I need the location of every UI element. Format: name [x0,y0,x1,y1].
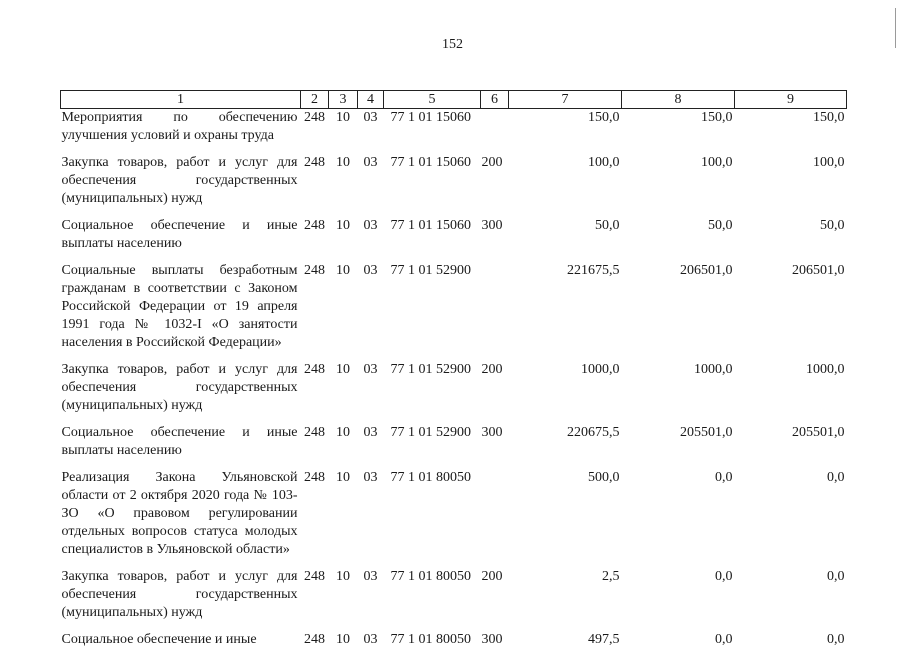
row-amount-year-1: 100,0 [588,155,620,170]
row-amount-year-3: 205501,0 [792,425,845,440]
table-row [61,262,847,361]
row-subsection: 03 [363,110,378,125]
row-amount-year-2: 0,0 [715,569,733,584]
row-section: 10 [336,263,350,278]
row-amount-year-3: 100,0 [813,155,845,170]
row-amount-year-3: 0,0 [827,470,845,485]
row-section: 10 [336,632,350,647]
row-target-code: 77 1 01 52900 [390,263,471,278]
row-subsection: 03 [363,470,378,485]
scan-edge-mark [893,8,896,48]
col-header-8: 8 [622,91,735,109]
row-subsection: 03 [363,362,378,377]
row-amount-year-3: 50,0 [820,218,845,233]
row-target-code: 77 1 01 15060 [390,110,471,125]
budget-table [60,90,847,649]
row-name: Закупка товаров, работ и услуг для обеспечения государственных (муниципальных) нужд [61,155,298,206]
col-header-5: 5 [384,91,481,109]
row-amount-year-2: 206501,0 [680,263,733,278]
row-amount-year-2: 0,0 [715,632,733,647]
row-ministry: 248 [304,263,325,278]
table-row [61,568,847,631]
row-expense-type [481,109,509,155]
row-subsection: 03 [363,218,378,233]
row-amount-year-3: 206501,0 [792,263,845,278]
row-amount-year-3: 1000,0 [806,362,845,377]
row-amount-year-2: 0,0 [715,470,733,485]
col-header-2: 2 [301,91,329,109]
row-ministry: 248 [304,569,325,584]
table-row [61,424,847,469]
row-name: Социальное обеспечение и иные [61,632,257,647]
row-name: Реализация Закона Ульяновской области от 2 октября 2020 года № 103-ЗО «О правовом регулировании отдельных вопросов статуса молодых специалистов в Ульяновской области» [61,470,298,557]
row-amount-year-1: 221675,5 [567,263,620,278]
table-row [61,109,847,155]
row-ministry: 248 [304,218,325,233]
row-target-code: 77 1 01 52900 [390,362,471,377]
row-amount-year-1: 497,5 [588,632,620,647]
row-section: 10 [336,110,350,125]
row-name: Социальные выплаты безработным гражданам в соответствии с Законом Российской Федерации от 19 апреля 1991 года № 1032-I «О занятости населения в Российской Федерации» [61,263,298,350]
row-target-code: 77 1 01 52900 [390,425,471,440]
col-header-1: 1 [61,91,301,109]
table-row [61,154,847,217]
row-amount-year-3: 0,0 [827,569,845,584]
row-target-code: 77 1 01 15060 [390,155,471,170]
table-header-row [61,91,847,109]
row-amount-year-1: 2,5 [602,569,620,584]
row-expense-type [481,262,509,361]
row-amount-year-1: 500,0 [588,470,620,485]
row-amount-year-2: 100,0 [701,155,733,170]
col-header-7: 7 [509,91,622,109]
row-name: Закупка товаров, работ и услуг для обеспечения государственных (муниципальных) нужд [61,362,298,413]
row-subsection: 03 [363,425,378,440]
page-number: 152 [442,37,463,52]
row-name: Мероприятия по обеспечению улучшения условий и охраны труда [61,110,298,143]
row-amount-year-2: 150,0 [701,110,733,125]
col-header-3: 3 [329,91,358,109]
row-expense-type: 200 [481,569,503,584]
row-amount-year-2: 205501,0 [680,425,733,440]
row-section: 10 [336,569,350,584]
row-ministry: 248 [304,362,325,377]
row-target-code: 77 1 01 80050 [390,569,471,584]
row-expense-type: 300 [481,425,503,440]
table-row [61,631,847,649]
row-expense-type: 200 [481,362,503,377]
row-section: 10 [336,362,350,377]
col-header-9: 9 [735,91,847,109]
row-expense-type: 300 [481,632,503,647]
row-ministry: 248 [304,632,325,647]
row-section: 10 [336,425,350,440]
row-ministry: 248 [304,155,325,170]
col-header-4: 4 [358,91,384,109]
row-target-code: 77 1 01 80050 [390,632,471,647]
row-target-code: 77 1 01 80050 [390,470,471,485]
row-amount-year-1: 150,0 [588,110,620,125]
table-row [61,361,847,424]
table-row [61,217,847,262]
table-row [61,469,847,568]
row-subsection: 03 [363,632,378,647]
row-amount-year-2: 1000,0 [694,362,733,377]
row-section: 10 [336,470,350,485]
row-ministry: 248 [304,425,325,440]
row-amount-year-1: 50,0 [595,218,620,233]
row-name: Социальное обеспечение и иные выплаты населению [61,425,298,458]
row-ministry: 248 [304,110,325,125]
col-header-6: 6 [481,91,509,109]
row-subsection: 03 [363,263,378,278]
row-expense-type: 300 [481,218,503,233]
row-ministry: 248 [304,470,325,485]
row-subsection: 03 [363,155,378,170]
row-section: 10 [336,155,350,170]
row-section: 10 [336,218,350,233]
row-amount-year-3: 0,0 [827,632,845,647]
row-name: Социальное обеспечение и иные выплаты населению [61,218,298,251]
row-name: Закупка товаров, работ и услуг для обеспечения государственных (муниципальных) нужд [61,569,298,620]
row-subsection: 03 [363,569,378,584]
row-amount-year-3: 150,0 [813,110,845,125]
row-amount-year-1: 1000,0 [581,362,620,377]
row-amount-year-1: 220675,5 [567,425,620,440]
row-target-code: 77 1 01 15060 [390,218,471,233]
row-expense-type [481,469,509,568]
row-amount-year-2: 50,0 [708,218,733,233]
row-expense-type: 200 [481,155,503,170]
